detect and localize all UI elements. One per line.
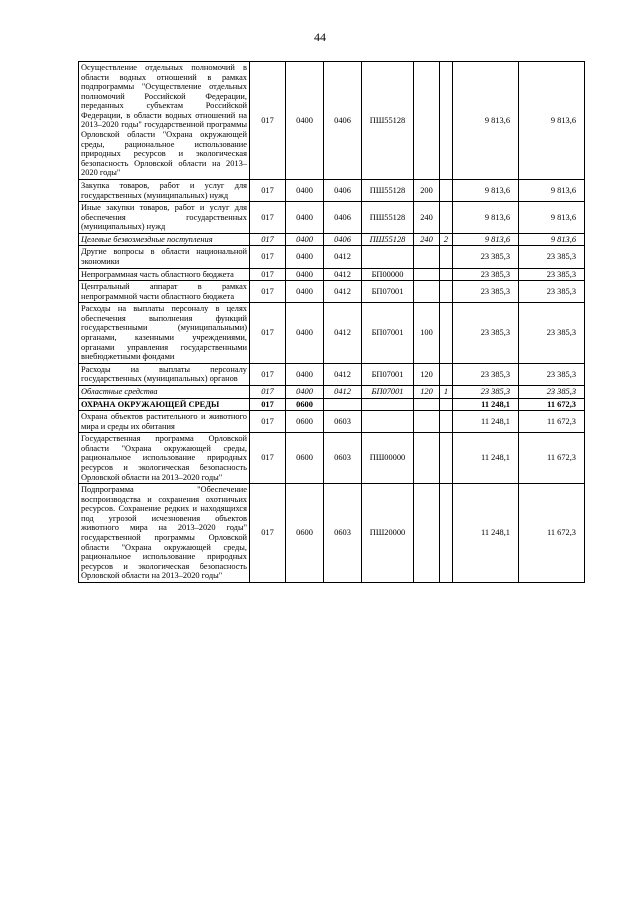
grbs-code: 017	[250, 62, 286, 180]
section-code: 0400	[286, 363, 324, 385]
amount-year-1: 9 813,6	[453, 233, 519, 246]
amount-year-2: 11 672,3	[519, 411, 585, 433]
table-row	[79, 411, 585, 433]
table-row	[79, 268, 585, 281]
funding-source-code	[440, 363, 453, 385]
section-code: 0400	[286, 246, 324, 268]
amount-year-2: 11 672,3	[519, 398, 585, 411]
subsection-code	[324, 398, 362, 411]
table-body	[79, 62, 585, 583]
target-article-code: ПШ20000	[362, 484, 414, 583]
section-code: 0600	[286, 433, 324, 484]
subsection-code: 0603	[324, 433, 362, 484]
funding-source-code	[440, 268, 453, 281]
row-name: Другие вопросы в области национальной экономики	[79, 246, 250, 268]
grbs-code: 017	[250, 385, 286, 398]
amount-year-2: 9 813,6	[519, 202, 585, 234]
row-name: Расходы иа выплаты персоналу государственных (муниципальных) органов	[79, 363, 250, 385]
target-article-code: ПШ55128	[362, 62, 414, 180]
amount-year-1: 23 385,3	[453, 281, 519, 303]
section-code: 0400	[286, 268, 324, 281]
amount-year-2: 23 385,3	[519, 268, 585, 281]
expense-type-code	[414, 484, 440, 583]
expense-type-code	[414, 433, 440, 484]
table-row	[79, 233, 585, 246]
amount-year-1: 9 813,6	[453, 179, 519, 201]
table-row	[79, 303, 585, 363]
amount-year-1: 11 248,1	[453, 398, 519, 411]
amount-year-1: 9 813,6	[453, 62, 519, 180]
row-name: Иные закупки товаров, работ и услуг для обеспечения государственных (муниципальных) нужд	[79, 202, 250, 234]
table-row	[79, 398, 585, 411]
expense-type-code	[414, 398, 440, 411]
budget-table	[78, 61, 585, 583]
target-article-code: БП00000	[362, 268, 414, 281]
grbs-code: 017	[250, 179, 286, 201]
grbs-code: 017	[250, 202, 286, 234]
section-code: 0400	[286, 233, 324, 246]
subsection-code: 0406	[324, 62, 362, 180]
funding-source-code: 1	[440, 385, 453, 398]
amount-year-1: 23 385,3	[453, 268, 519, 281]
expense-type-code	[414, 281, 440, 303]
expense-type-code: 200	[414, 179, 440, 201]
amount-year-2: 11 672,3	[519, 433, 585, 484]
expense-type-code	[414, 246, 440, 268]
funding-source-code	[440, 433, 453, 484]
target-article-code: БП07001	[362, 281, 414, 303]
section-code: 0400	[286, 385, 324, 398]
table-row	[79, 363, 585, 385]
funding-source-code	[440, 281, 453, 303]
amount-year-2: 23 385,3	[519, 363, 585, 385]
row-name: Осуществление отдельных полномочий в области водных отношений в рамках подпрограммы "Осуществление отдельных полномочий Российской Федерации, переданных субъектам Российской Федерации, в области водных отношений на 2013–2020 годы" государственной программы Орловской области "Охрана окружающей среды, рациональное использование природных ресурсов и экологическая безопасность Орловской области на 2013–2020 годы"	[79, 62, 250, 180]
table-row	[79, 246, 585, 268]
expense-type-code: 120	[414, 385, 440, 398]
row-name: ОХРАНА ОКРУЖАЮЩЕЙ СРЕДЫ	[79, 398, 250, 411]
row-name: Закупка товаров, работ и услуг для государственных (муниципальных) нужд	[79, 179, 250, 201]
expense-type-code: 240	[414, 202, 440, 234]
amount-year-2: 9 813,6	[519, 62, 585, 180]
amount-year-1: 11 248,1	[453, 484, 519, 583]
amount-year-1: 23 385,3	[453, 246, 519, 268]
grbs-code: 017	[250, 484, 286, 583]
expense-type-code: 100	[414, 303, 440, 363]
subsection-code: 0412	[324, 246, 362, 268]
amount-year-2: 9 813,6	[519, 179, 585, 201]
grbs-code: 017	[250, 233, 286, 246]
target-article-code: БП07001	[362, 385, 414, 398]
grbs-code: 017	[250, 363, 286, 385]
funding-source-code	[440, 484, 453, 583]
amount-year-2: 23 385,3	[519, 281, 585, 303]
table-row	[79, 202, 585, 234]
section-code: 0400	[286, 202, 324, 234]
grbs-code: 017	[250, 411, 286, 433]
funding-source-code: 2	[440, 233, 453, 246]
funding-source-code	[440, 303, 453, 363]
amount-year-2: 23 385,3	[519, 303, 585, 363]
target-article-code: ПШ55128	[362, 179, 414, 201]
amount-year-1: 23 385,3	[453, 363, 519, 385]
subsection-code: 0406	[324, 179, 362, 201]
funding-source-code	[440, 246, 453, 268]
expense-type-code	[414, 62, 440, 180]
funding-source-code	[440, 179, 453, 201]
table-row	[79, 62, 585, 180]
amount-year-2: 23 385,3	[519, 385, 585, 398]
table-row	[79, 433, 585, 484]
amount-year-1: 11 248,1	[453, 411, 519, 433]
subsection-code: 0412	[324, 303, 362, 363]
table-row	[79, 179, 585, 201]
section-code: 0600	[286, 398, 324, 411]
grbs-code: 017	[250, 433, 286, 484]
row-name: Государственная программа Орловской области "Охрана окружающей среды, рациональное использование природных ресурсов и экологическая безопасность Орловской области на 2013–2020 годы"	[79, 433, 250, 484]
grbs-code: 017	[250, 246, 286, 268]
subsection-code: 0412	[324, 385, 362, 398]
funding-source-code	[440, 202, 453, 234]
expense-type-code	[414, 411, 440, 433]
row-name: Областные средства	[79, 385, 250, 398]
target-article-code: ПШ00000	[362, 433, 414, 484]
target-article-code: ПШ55128	[362, 233, 414, 246]
grbs-code: 017	[250, 398, 286, 411]
grbs-code: 017	[250, 303, 286, 363]
amount-year-1: 23 385,3	[453, 385, 519, 398]
funding-source-code	[440, 411, 453, 433]
table-row	[79, 484, 585, 583]
target-article-code	[362, 411, 414, 433]
section-code: 0600	[286, 484, 324, 583]
row-name: Подпрограмма "Обеспечение воспроизводства и сохранения охотничьих ресурсов. Сохранение редких и находящихся под угрозой исчезновения объектов животного мира на 2013–2020 годы" государственной программы Орловской области "Охрана окружающей среды, рациональное использование природных ресурсов и экологическая безопасность Орловской области на 2013–2020 годы"	[79, 484, 250, 583]
expense-type-code: 240	[414, 233, 440, 246]
row-name: Охрана объектов растительного и животного мира и среды их обитания	[79, 411, 250, 433]
subsection-code: 0412	[324, 363, 362, 385]
section-code: 0400	[286, 303, 324, 363]
row-name: Центральный аппарат в рамках непрограммной части областного бюджета	[79, 281, 250, 303]
amount-year-2: 11 672,3	[519, 484, 585, 583]
subsection-code: 0406	[324, 202, 362, 234]
target-article-code	[362, 398, 414, 411]
amount-year-2: 9 813,6	[519, 233, 585, 246]
amount-year-1: 11 248,1	[453, 433, 519, 484]
target-article-code: БП07001	[362, 363, 414, 385]
section-code: 0400	[286, 281, 324, 303]
subsection-code: 0412	[324, 281, 362, 303]
amount-year-2: 23 385,3	[519, 246, 585, 268]
subsection-code: 0603	[324, 411, 362, 433]
section-code: 0400	[286, 179, 324, 201]
section-code: 0400	[286, 62, 324, 180]
target-article-code: ПШ55128	[362, 202, 414, 234]
table-row	[79, 281, 585, 303]
funding-source-code	[440, 398, 453, 411]
grbs-code: 017	[250, 268, 286, 281]
target-article-code: БП07001	[362, 303, 414, 363]
grbs-code: 017	[250, 281, 286, 303]
subsection-code: 0603	[324, 484, 362, 583]
row-name: Непрограммная часть областного бюджета	[79, 268, 250, 281]
subsection-code: 0412	[324, 268, 362, 281]
amount-year-1: 23 385,3	[453, 303, 519, 363]
page-number: 44	[314, 30, 326, 44]
expense-type-code: 120	[414, 363, 440, 385]
amount-year-1: 9 813,6	[453, 202, 519, 234]
table-row	[79, 385, 585, 398]
funding-source-code	[440, 62, 453, 180]
row-name: Расходы на выплаты персоналу в целях обеспечения выполнения функций государственными (муниципальными) органами, казенными учреждениями, органами управления государственными внебюджетными фондами	[79, 303, 250, 363]
expense-type-code	[414, 268, 440, 281]
section-code: 0600	[286, 411, 324, 433]
subsection-code: 0406	[324, 233, 362, 246]
target-article-code	[362, 246, 414, 268]
row-name: Целевые безвозмездные поступления	[79, 233, 250, 246]
